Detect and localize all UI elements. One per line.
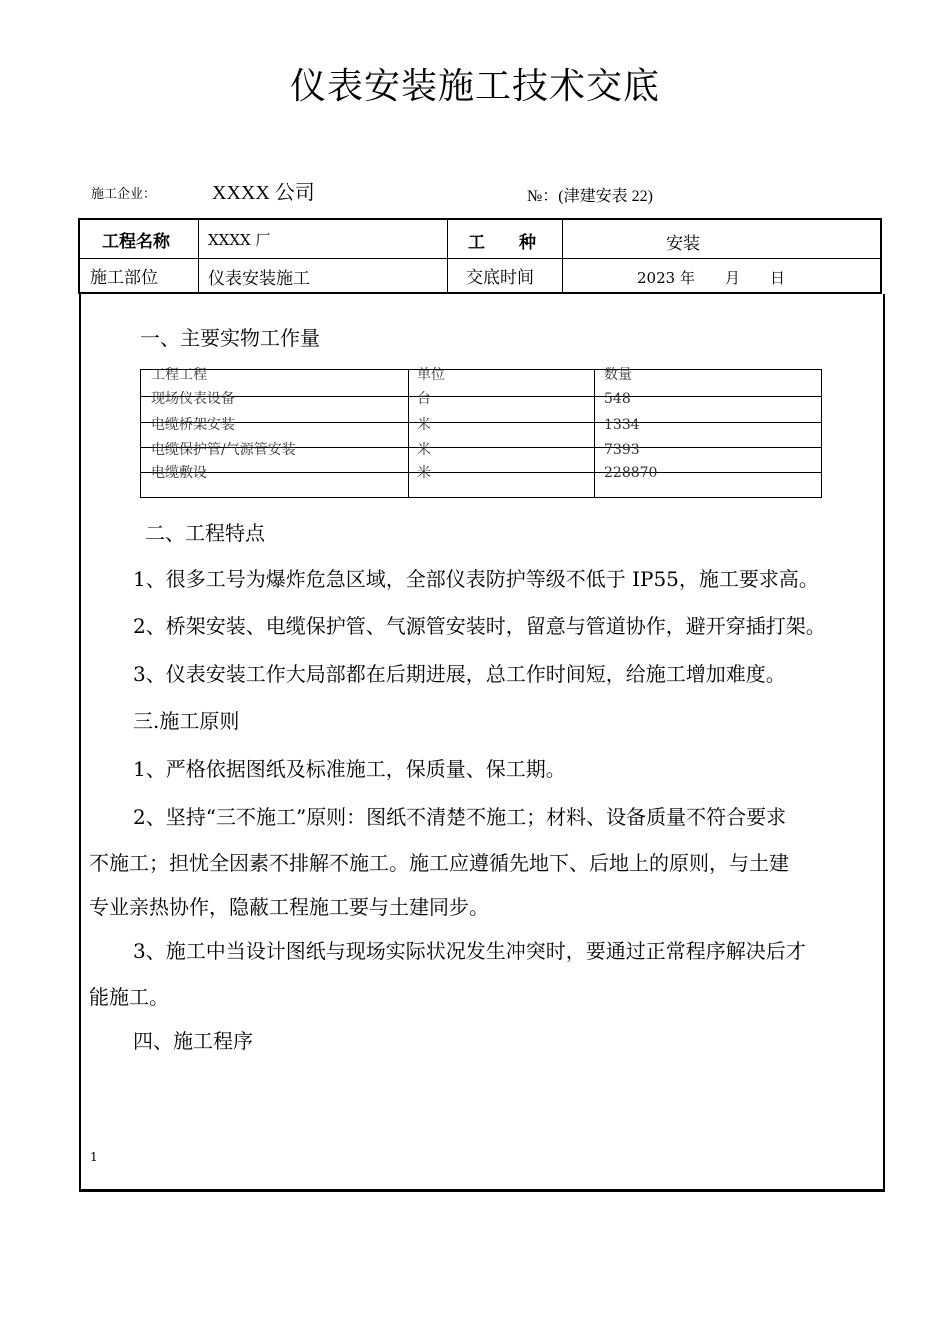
location-value: 仪表安装施工	[208, 269, 310, 289]
workload-row-divider	[141, 396, 821, 397]
workload-cell: 548	[604, 391, 631, 407]
info-table	[78, 218, 882, 294]
workload-row-divider	[141, 422, 821, 423]
date-value: 2023 年 月 日	[637, 269, 785, 287]
workload-cell: 7393	[604, 442, 640, 458]
workload-cell: 1334	[604, 417, 640, 433]
workload-row-divider	[141, 472, 821, 473]
date-label: 交底时间	[466, 268, 534, 288]
page-number: 1	[90, 1150, 98, 1164]
section3-paragraph: 2、坚持“三不施工”原则：图纸不清楚不施工；材料、设备质量不符合要求	[133, 805, 787, 829]
company-name: XXXX 公司	[212, 182, 315, 204]
info-table-row-divider	[80, 258, 880, 259]
workload-cell: 228870	[604, 465, 658, 481]
workload-table	[140, 369, 822, 498]
info-table-col-divider	[562, 220, 563, 292]
section2-paragraph: 1、很多工号为爆炸危急区域，全部仪表防护等级不低于 IP55，施工要求高。	[133, 567, 819, 591]
info-table-col-divider	[198, 220, 199, 292]
section3-heading: 三.施工原则	[133, 709, 240, 733]
workload-cell: 电缆敷设	[151, 465, 207, 481]
workload-col-divider	[594, 370, 595, 497]
section3-paragraph: 能施工。	[89, 985, 169, 1009]
workload-cell: 米	[417, 442, 431, 458]
company-label: 施工企业：	[91, 187, 157, 202]
workload-cell: 台	[417, 391, 431, 407]
info-table-col-divider	[447, 220, 448, 292]
workload-cell: 米	[417, 465, 431, 481]
section3-paragraph: 1、严格依据图纸及标准施工，保质量、保工期。	[133, 757, 566, 781]
workload-cell: 现场仪表设备	[151, 391, 235, 407]
trade-value: 安装	[666, 234, 700, 254]
section2-heading: 二、工程特点	[145, 521, 265, 545]
workload-cell: 电缆保护管/气源管安装	[151, 442, 296, 458]
project-name-label: 工程名称	[102, 232, 170, 252]
workload-cell: 电缆桥架安装	[151, 417, 235, 433]
document-number: №：(津建安表 22)	[527, 188, 653, 205]
section3-paragraph: 3、施工中当设计图纸与现场实际状况发生冲突时，要通过正常程序解决后才	[133, 939, 806, 963]
section2-paragraph: 3、仪表安装工作大局部都在后期进展，总工作时间短，给施工增加难度。	[133, 662, 786, 686]
section1-heading: 一、主要实物工作量	[140, 326, 320, 350]
trade-label: 工 种	[468, 233, 536, 253]
section2-paragraph: 2、桥架安装、电缆保护管、气源管安装时，留意与管道协作，避开穿插打架。	[133, 614, 826, 638]
section4-heading: 四、施工程序	[133, 1029, 253, 1053]
workload-col-header: 工程工程	[151, 367, 207, 383]
workload-col-divider	[408, 370, 409, 497]
workload-col-header: 数量	[604, 367, 632, 383]
document-title: 仪表安装施工技术交底	[289, 66, 660, 107]
section3-paragraph: 不施工；担忧全因素不排解不施工。施工应遵循先地下、后地上的原则，与土建	[89, 851, 789, 875]
workload-col-header: 单位	[417, 367, 445, 383]
project-name-value: XXXX 厂	[208, 231, 271, 249]
location-label: 施工部位	[90, 268, 158, 288]
workload-cell: 米	[417, 417, 431, 433]
section3-paragraph: 专业亲热协作，隐蔽工程施工要与土建同步。	[89, 895, 489, 919]
